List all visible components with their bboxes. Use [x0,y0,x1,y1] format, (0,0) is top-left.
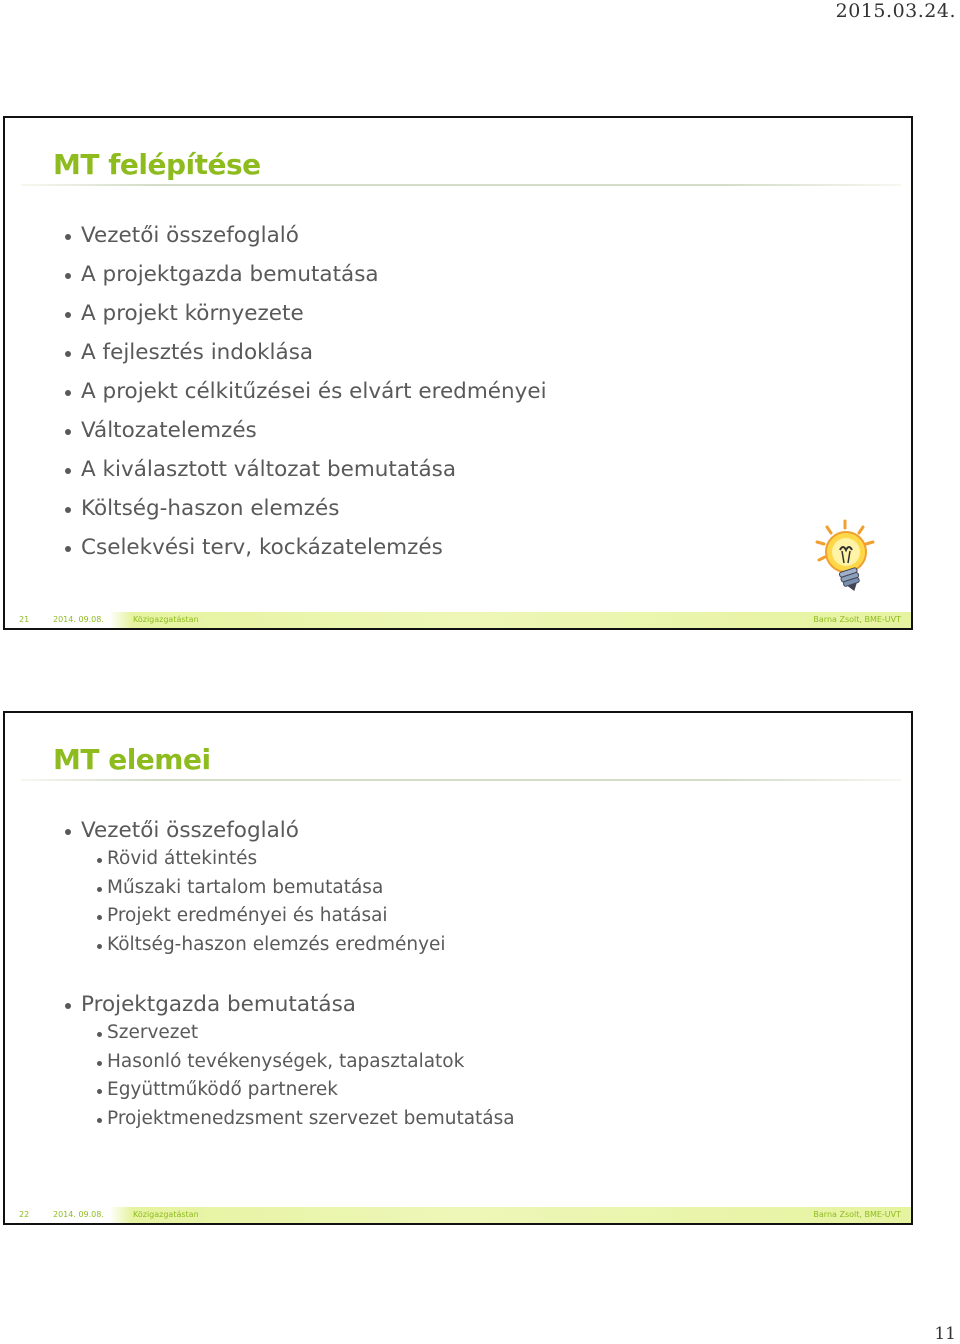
slide-title: MT felépítése [53,148,261,181]
list-item: Költség-haszon elemzés [63,489,547,528]
list-item-label: Projektgazda bemutatása [81,992,356,1017]
footer-author: Barna Zsolt, BME-UVT [813,1210,901,1219]
footer-course: Közigazgatástan [133,615,199,624]
slide-1 [3,116,913,630]
sub-list [81,845,515,959]
bullet-list [63,811,515,1133]
sub-list-item: Szervezet [97,1019,515,1048]
sub-list-item: Költség-haszon elemzés eredményei [97,931,515,960]
list-item: Vezetői összefoglaló [63,216,547,255]
sub-list-item: Műszaki tartalom bemutatása [97,874,515,903]
list-item [63,985,515,1133]
list-item: A projekt célkitűzései és elvárt eredményei [63,372,547,411]
list-gap [63,959,515,985]
page-date: 2015.03.24. [835,0,956,22]
list-item: Változatelemzés [63,411,547,450]
title-divider [21,779,901,781]
sub-list [81,1019,515,1133]
slide-number: 21 [19,615,30,624]
list-item: A projekt környezete [63,294,547,333]
footer-course: Közigazgatástan [133,1210,199,1219]
footer-author: Barna Zsolt, BME-UVT [813,615,901,624]
footer-date: 2014. 09.08. [53,1210,104,1219]
sub-list-item: Projekt eredményei és hatásai [97,902,515,931]
list-item: A projektgazda bemutatása [63,255,547,294]
footer-date: 2014. 09.08. [53,615,104,624]
list-item: A kiválasztott változat bemutatása [63,450,547,489]
page-number: 11 [934,1324,956,1344]
sub-list-item: Projektmenedzsment szervezet bemutatása [97,1105,515,1134]
title-divider [21,184,901,186]
slide-footer [5,612,911,628]
list-item [63,811,515,959]
slide-number: 22 [19,1210,30,1219]
list-item-label: Vezetői összefoglaló [81,818,299,843]
slide-title: MT elemei [53,743,211,776]
slide-footer [5,1207,911,1223]
sub-list-item: Hasonló tevékenységek, tapasztalatok [97,1048,515,1077]
list-item: A fejlesztés indoklása [63,333,547,372]
lightbulb-icon [813,518,877,598]
bullet-list [63,216,547,567]
list-item: Cselekvési terv, kockázatelemzés [63,528,547,567]
sub-list-item: Együttműködő partnerek [97,1076,515,1105]
slide-2 [3,711,913,1225]
sub-list-item: Rövid áttekintés [97,845,515,874]
